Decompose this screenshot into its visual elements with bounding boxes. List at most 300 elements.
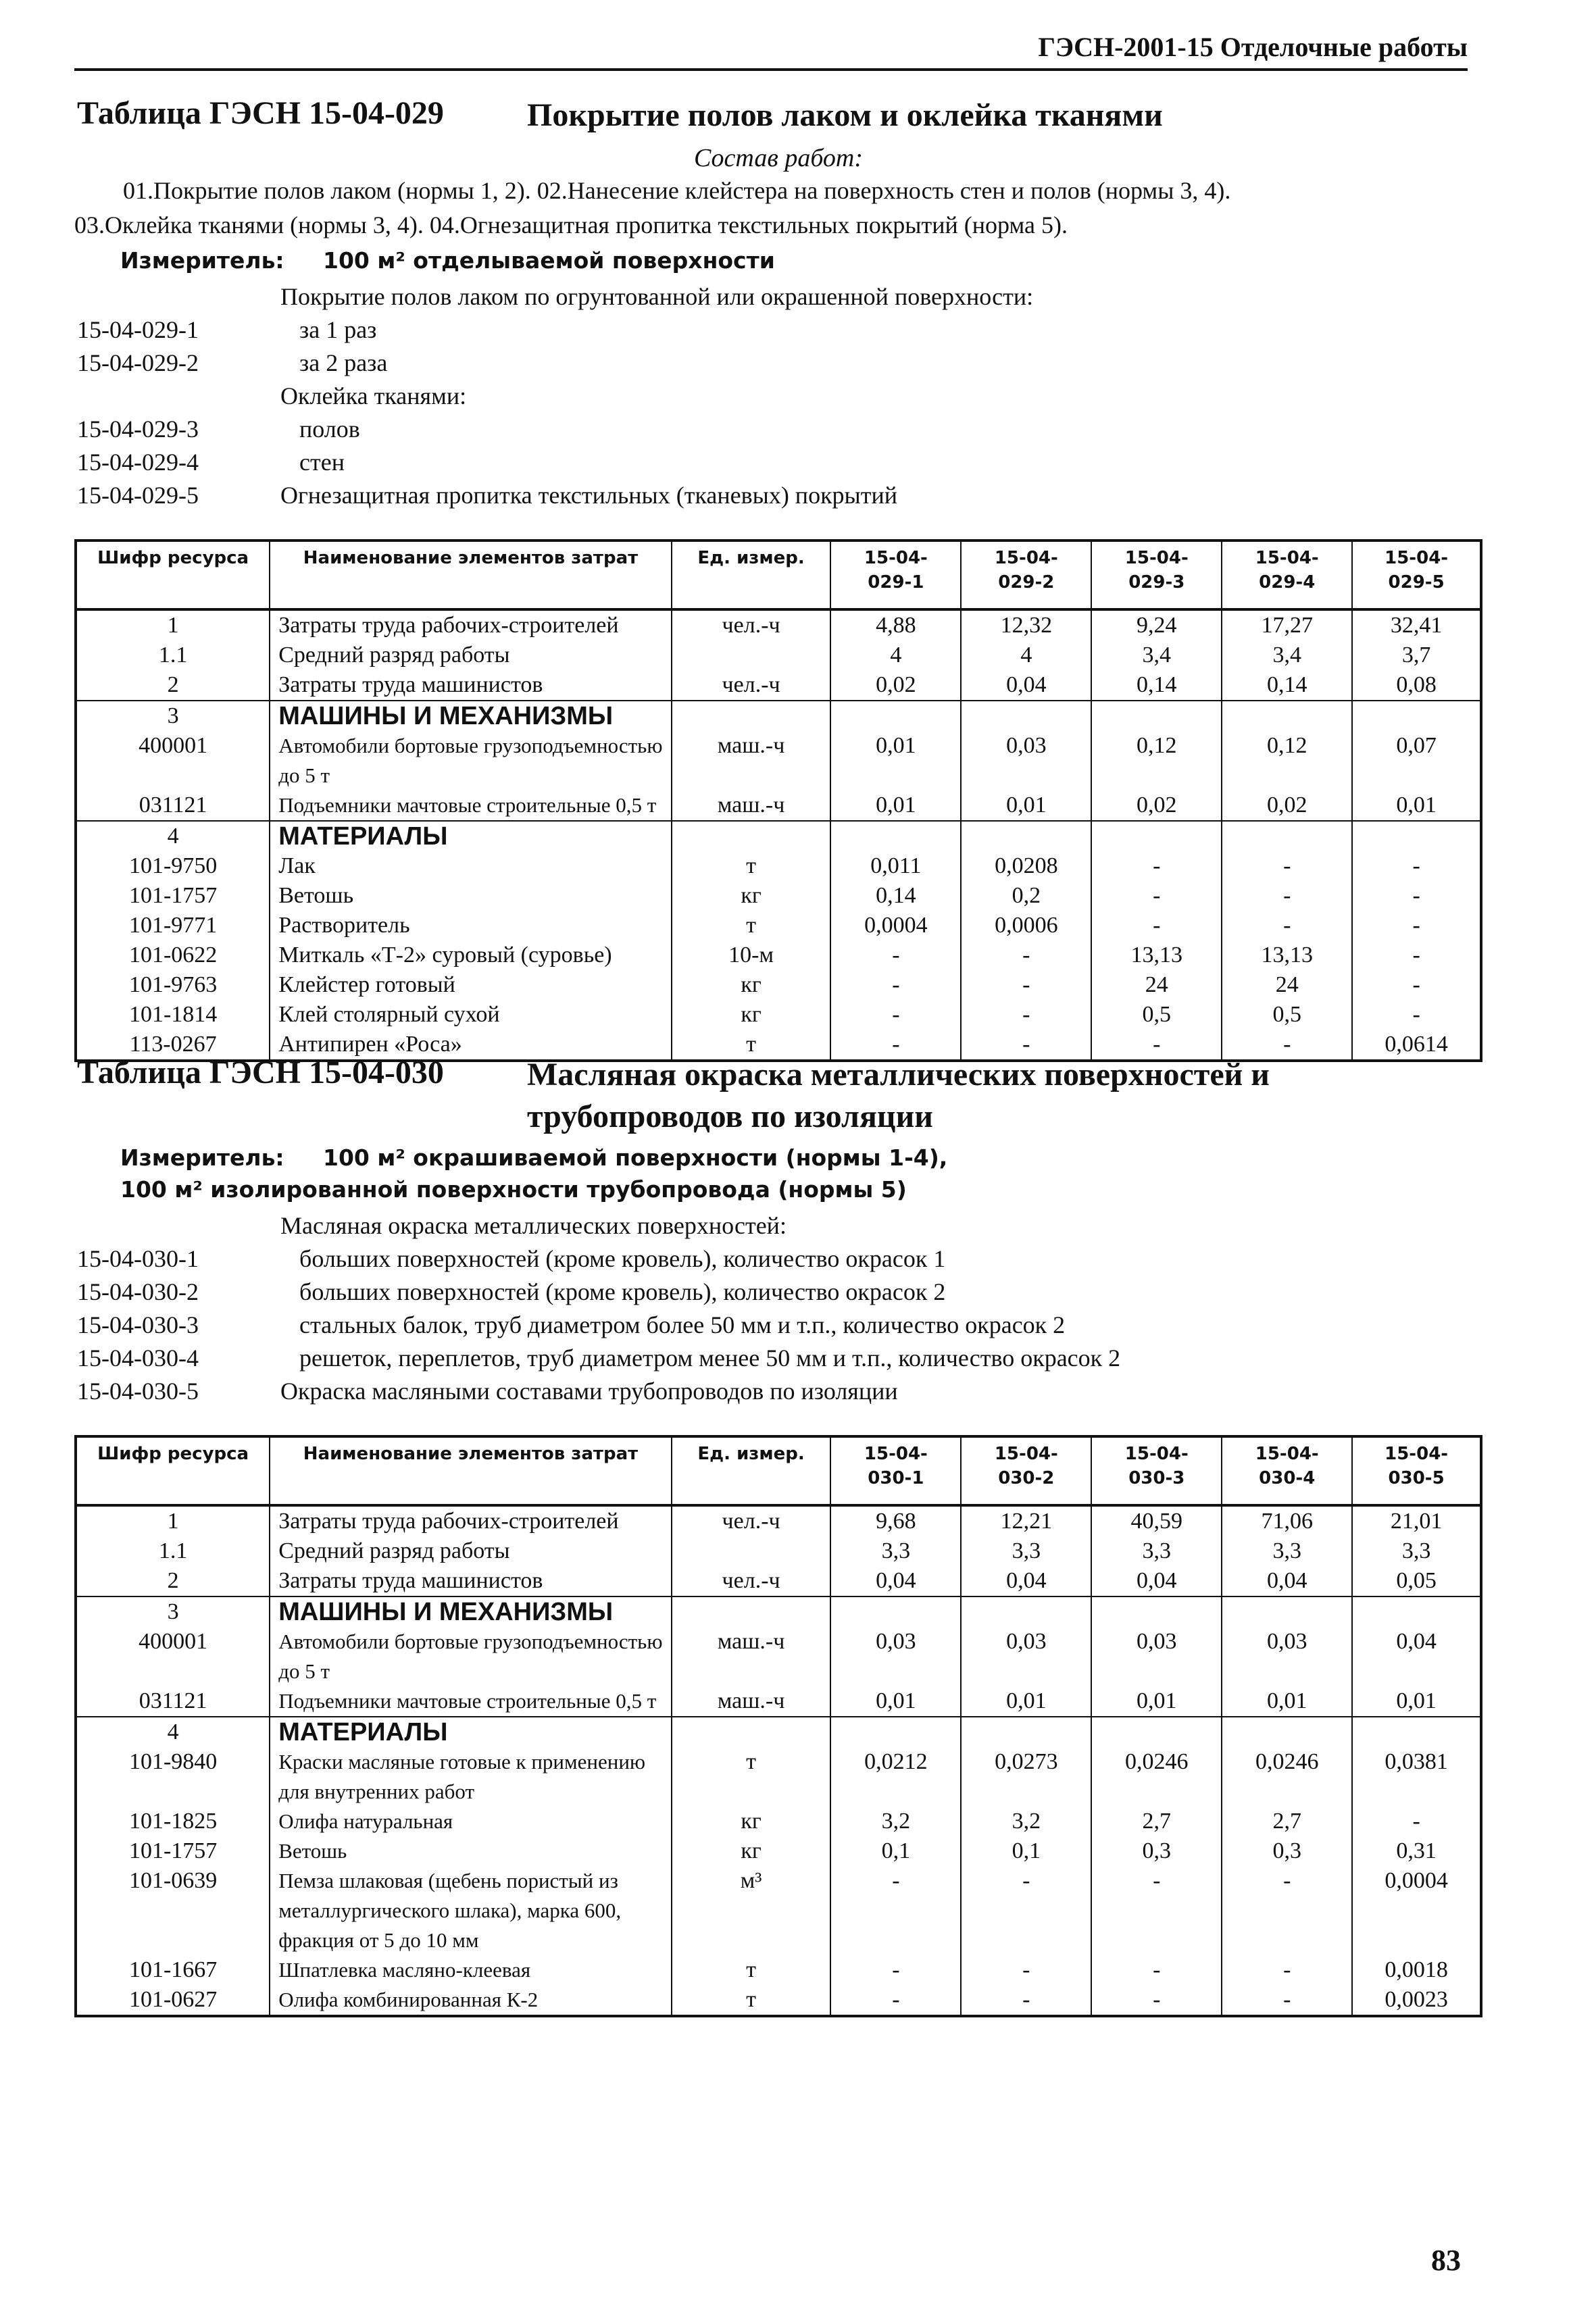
table-row (76, 970, 1481, 1000)
norm-value: 0,5 (1222, 1000, 1352, 1030)
table-row (76, 1627, 1481, 1686)
unit: м³ (672, 1866, 831, 1955)
section-heading: МАШИНЫ И МЕХАНИЗМЫ (270, 1596, 672, 1627)
norm-value: 9,24 (1091, 609, 1222, 640)
norm-value: 3,3 (1091, 1536, 1222, 1566)
resource-code: 4 (76, 821, 270, 851)
unit: т (672, 1985, 831, 2016)
unit (672, 1596, 831, 1627)
unit: т (672, 1955, 831, 1985)
resource-code: 101-0622 (76, 940, 270, 970)
unit: чел.-ч (672, 609, 831, 640)
norm-description: за 1 раз (299, 316, 377, 343)
cost-element-name: Затраты труда машинистов (270, 1566, 672, 1596)
norm-value: 0,04 (961, 1566, 1091, 1596)
column-header (1091, 1436, 1222, 1505)
norm-value: 0,01 (830, 790, 961, 821)
norm-value: - (1352, 1000, 1481, 1030)
norm-row (74, 1375, 1482, 1408)
table-title (74, 95, 1482, 139)
norm-value: 3,2 (961, 1807, 1091, 1836)
cost-table (74, 1435, 1482, 2017)
table-row (76, 1686, 1481, 1717)
column-header-line: 030-2 (998, 1468, 1055, 1488)
norm-value: - (961, 940, 1091, 970)
resource-code: 031121 (76, 1686, 270, 1717)
column-header-line: 15-04- (1124, 1444, 1189, 1464)
column-header (1352, 540, 1481, 609)
norm-value: 0,08 (1352, 670, 1481, 701)
column-header-line: 029-5 (1388, 572, 1445, 593)
norm-code: 15-04-030-4 (77, 1344, 199, 1372)
norm-value: 71,06 (1222, 1505, 1352, 1536)
norm-code: 15-04-029-2 (77, 349, 199, 376)
norm-value (961, 1717, 1091, 1747)
resource-code: 101-1667 (76, 1955, 270, 1985)
norm-description: Огнезащитная пропитка текстильных (тканевых) покрытий (280, 482, 898, 509)
column-header: Шифр ресурса (76, 540, 270, 609)
norm-value: - (1222, 1866, 1352, 1955)
column-header-line: 030-4 (1259, 1468, 1316, 1488)
norm-value: 0,03 (961, 1627, 1091, 1686)
norm-value: 3,3 (961, 1536, 1091, 1566)
table-row (76, 1807, 1481, 1836)
norm-value: 0,0018 (1352, 1955, 1481, 1985)
norm-value: 3,4 (1222, 640, 1352, 670)
column-header (1352, 1436, 1481, 1505)
table-name (527, 95, 1163, 136)
norm-value: 0,03 (961, 731, 1091, 790)
norm-value: 3,3 (1222, 1536, 1352, 1566)
norm-value: 0,0208 (961, 851, 1091, 881)
norm-value (1222, 701, 1352, 731)
resource-code: 101-9763 (76, 970, 270, 1000)
table-row (76, 609, 1481, 640)
column-header: Наименование элементов затрат (270, 1436, 672, 1505)
measurer-label: Измеритель: (120, 1145, 284, 1171)
norm-description: полов (299, 416, 360, 443)
norm-code: 15-04-030-3 (77, 1311, 199, 1338)
cost-element-name: Автомобили бортовые грузоподъемностью до 5 т (270, 731, 672, 790)
norm-value: - (1091, 851, 1222, 881)
norm-value (1222, 1596, 1352, 1627)
norm-value: 0,01 (830, 731, 961, 790)
unit: чел.-ч (672, 670, 831, 701)
norm-value: 13,13 (1222, 940, 1352, 970)
resource-code: 1.1 (76, 640, 270, 670)
cost-element-name: Затраты труда машинистов (270, 670, 672, 701)
norm-value: 0,2 (961, 881, 1091, 911)
norm-code: 15-04-029-4 (77, 449, 199, 476)
norm-value (1091, 821, 1222, 851)
norm-value: 0,02 (1091, 790, 1222, 821)
norm-value: 24 (1222, 970, 1352, 1000)
norm-value: - (1222, 1985, 1352, 2016)
table-row (76, 670, 1481, 701)
norm-value: 17,27 (1222, 609, 1352, 640)
norm-value: 0,04 (1352, 1627, 1481, 1686)
table-name-line: Масляная окраска металлических поверхностей и (527, 1057, 1270, 1092)
norm-code: 15-04-030-1 (77, 1245, 199, 1272)
norm-value: 0,1 (961, 1836, 1091, 1866)
column-header-line: 15-04- (864, 548, 928, 568)
norm-value: 4 (961, 640, 1091, 670)
resource-code: 101-1825 (76, 1807, 270, 1836)
norm-description: стен (299, 449, 345, 476)
table-row (76, 1566, 1481, 1596)
resource-code: 400001 (76, 731, 270, 790)
column-header-line: 030-1 (868, 1468, 924, 1488)
column-header-line: 029-1 (868, 572, 924, 593)
norm-value: 0,01 (830, 1686, 961, 1717)
norm-value: - (830, 970, 961, 1000)
table-row (76, 1955, 1481, 1985)
norm-value: 3,3 (1352, 1536, 1481, 1566)
column-header (830, 540, 961, 609)
table-row (76, 1505, 1481, 1536)
measurer-value: 100 м² окрашиваемой поверхности (нормы 1-4), (323, 1145, 948, 1171)
column-header-line: 029-3 (1128, 572, 1185, 593)
column-header-line: 030-5 (1388, 1468, 1445, 1488)
table-name (527, 1054, 1270, 1138)
norm-value: 12,32 (961, 609, 1091, 640)
resource-code: 4 (76, 1717, 270, 1747)
norm-value (1091, 1717, 1222, 1747)
norm-value: - (1091, 881, 1222, 911)
resource-code: 101-9771 (76, 911, 270, 940)
unit: кг (672, 1807, 831, 1836)
resource-code: 3 (76, 701, 270, 731)
column-header (1222, 540, 1352, 609)
norm-value: 0,0246 (1091, 1747, 1222, 1807)
norm-value: - (1352, 940, 1481, 970)
norm-value: 0,14 (830, 881, 961, 911)
norm-description: за 2 раза (299, 349, 388, 376)
table-row (76, 790, 1481, 821)
norm-value: 3,3 (830, 1536, 961, 1566)
table-row (76, 1596, 1481, 1627)
column-header (961, 540, 1091, 609)
norm-value: 4,88 (830, 609, 961, 640)
norm-value (961, 821, 1091, 851)
cost-element-name: Олифа натуральная (270, 1807, 672, 1836)
unit: кг (672, 1000, 831, 1030)
column-header: Шифр ресурса (76, 1436, 270, 1505)
norm-value (1352, 1596, 1481, 1627)
cost-element-name: Краски масляные готовые к применению для внутренних работ (270, 1747, 672, 1807)
norm-value (1222, 1717, 1352, 1747)
norm-value: 0,02 (830, 670, 961, 701)
norm-value: 40,59 (1091, 1505, 1222, 1536)
cost-element-name: Затраты труда рабочих-строителей (270, 1505, 672, 1536)
norm-value: - (961, 1030, 1091, 1061)
norm-value: 0,0004 (830, 911, 961, 940)
norm-value: 0,0246 (1222, 1747, 1352, 1807)
resource-code: 2 (76, 1566, 270, 1596)
norm-value: 0,0004 (1352, 1866, 1481, 1955)
norm-description: стальных балок, труб диаметром более 50 мм и т.п., количество окрасок 2 (299, 1311, 1066, 1338)
section-heading: МАТЕРИАЛЫ (270, 1717, 672, 1747)
table-row (76, 851, 1481, 881)
resource-code: 400001 (76, 1627, 270, 1686)
norm-value: 0,01 (961, 1686, 1091, 1717)
table-row (76, 1747, 1481, 1807)
unit: чел.-ч (672, 1505, 831, 1536)
column-header (1091, 540, 1222, 609)
cost-element-name: Клейстер готовый (270, 970, 672, 1000)
table-header-row (76, 540, 1481, 609)
works-line: 03.Оклейка тканями (нормы 3, 4). 04.Огнезащитная пропитка текстильных покрытий (норма 5). (74, 211, 1068, 238)
table-row (76, 1866, 1481, 1955)
unit: т (672, 1747, 831, 1807)
norm-value: 0,0023 (1352, 1985, 1481, 2016)
page-header: ГЭСН-2001-15 Отделочные работы (74, 31, 1468, 71)
table-row (76, 701, 1481, 731)
norm-value (1352, 701, 1481, 731)
norm-row (74, 413, 1482, 446)
cost-element-name: Средний разряд работы (270, 640, 672, 670)
norm-value: 32,41 (1352, 609, 1481, 640)
norm-value: - (1222, 911, 1352, 940)
cost-element-name: Растворитель (270, 911, 672, 940)
unit: кг (672, 1836, 831, 1866)
norm-value: - (1352, 970, 1481, 1000)
table-row (76, 1536, 1481, 1566)
column-header: Ед. измер. (672, 1436, 831, 1505)
unit: т (672, 911, 831, 940)
column-header-line: 030-3 (1128, 1468, 1185, 1488)
norm-value: 0,03 (1091, 1627, 1222, 1686)
resource-code: 101-0627 (76, 1985, 270, 2016)
column-header: Наименование элементов затрат (270, 540, 672, 609)
resource-code: 1 (76, 609, 270, 640)
cost-element-name: Средний разряд работы (270, 1536, 672, 1566)
norm-value: 0,31 (1352, 1836, 1481, 1866)
table-row (76, 1717, 1481, 1747)
table-code: Таблица ГЭСН 15-04-030 (77, 1055, 444, 1090)
norm-description: Окраска масляными составами трубопроводов по изоляции (280, 1378, 898, 1405)
cost-element-name: Подъемники мачтовые строительные 0,5 т (270, 790, 672, 821)
norm-value: 0,01 (1352, 790, 1481, 821)
norm-value: - (830, 1030, 961, 1061)
norm-value: - (1091, 1985, 1222, 2016)
norm-value: - (1352, 911, 1481, 940)
measurer (120, 247, 1482, 274)
norm-row (74, 1276, 1482, 1309)
resource-code: 1 (76, 1505, 270, 1536)
resource-code: 113-0267 (76, 1030, 270, 1061)
norm-value: 0,0273 (961, 1747, 1091, 1807)
norm-caption: Покрытие полов лаком по огрунтованной или окрашенной поверхности: (280, 283, 1034, 310)
unit (672, 640, 831, 670)
norm-value: - (961, 1985, 1091, 2016)
norm-value: 0,3 (1222, 1836, 1352, 1866)
norm-code: 15-04-029-5 (77, 482, 199, 509)
table-row (76, 640, 1481, 670)
resource-code: 1.1 (76, 1536, 270, 1566)
norm-value: - (830, 1955, 961, 1985)
cost-element-name: Миткаль «Т-2» суровый (суровье) (270, 940, 672, 970)
resource-code: 101-1757 (76, 1836, 270, 1866)
norm-value: 3,7 (1352, 640, 1481, 670)
norm-value: - (961, 1955, 1091, 1985)
column-header: Ед. измер. (672, 540, 831, 609)
table-row (76, 821, 1481, 851)
table-row (76, 881, 1481, 911)
works-heading: Состав работ: (693, 144, 864, 172)
norm-value: 0,12 (1091, 731, 1222, 790)
norm-value (830, 1717, 961, 1747)
cost-element-name: Клей столярный сухой (270, 1000, 672, 1030)
norm-value: 0,12 (1222, 731, 1352, 790)
norm-value: 0,04 (830, 1566, 961, 1596)
norm-value (1222, 821, 1352, 851)
norm-value: 2,7 (1091, 1807, 1222, 1836)
table-code: Таблица ГЭСН 15-04-029 (77, 95, 444, 131)
norm-value (830, 701, 961, 731)
norm-value: 0,01 (1222, 1686, 1352, 1717)
norm-value: 13,13 (1091, 940, 1222, 970)
unit: маш.-ч (672, 1686, 831, 1717)
norm-caption: Масляная окраска металлических поверхностей: (280, 1212, 787, 1239)
column-header-line: 15-04- (994, 548, 1058, 568)
unit (672, 1536, 831, 1566)
norm-value: - (1222, 1955, 1352, 1985)
norm-value: 0,03 (830, 1627, 961, 1686)
unit: кг (672, 970, 831, 1000)
column-header-line: 15-04- (1255, 548, 1319, 568)
norm-description: больших поверхностей (кроме кровель), количество окрасок 2 (299, 1278, 946, 1305)
cost-element-name: Затраты труда рабочих-строителей (270, 609, 672, 640)
norm-value: - (1222, 881, 1352, 911)
norm-value: - (830, 1000, 961, 1030)
column-header (961, 1436, 1091, 1505)
norm-value: 0,0381 (1352, 1747, 1481, 1807)
measurer-value: 100 м² изолированной поверхности трубопровода (нормы 5) (120, 1176, 907, 1203)
norm-value: - (1352, 1807, 1481, 1836)
norm-value (1352, 821, 1481, 851)
norm-value: 0,07 (1352, 731, 1481, 790)
table-row (76, 731, 1481, 790)
section-heading: МАТЕРИАЛЫ (270, 821, 672, 851)
unit: маш.-ч (672, 1627, 831, 1686)
unit: т (672, 851, 831, 881)
cost-element-name: Подъемники мачтовые строительные 0,5 т (270, 1686, 672, 1717)
norm-value: 9,68 (830, 1505, 961, 1536)
column-header-line: 15-04- (1255, 1444, 1319, 1464)
norm-value: - (1091, 911, 1222, 940)
norm-code: 15-04-029-1 (77, 316, 199, 343)
table-title (74, 1054, 1482, 1139)
norm-value: 0,04 (1222, 1566, 1352, 1596)
column-header (1222, 1436, 1352, 1505)
norm-row (74, 1342, 1482, 1375)
norm-value: - (830, 1985, 961, 2016)
measurer (120, 1145, 1482, 1171)
resource-code: 101-0639 (76, 1866, 270, 1955)
norm-value: 4 (830, 640, 961, 670)
norm-value: 0,14 (1091, 670, 1222, 701)
norm-value: 0,04 (1091, 1566, 1222, 1596)
unit: т (672, 1030, 831, 1061)
norm-value (830, 821, 961, 851)
norm-value: 0,011 (830, 851, 961, 881)
norm-value: 0,01 (961, 790, 1091, 821)
norm-value: 0,5 (1091, 1000, 1222, 1030)
column-header-line: 15-04- (1124, 548, 1189, 568)
table-row (76, 911, 1481, 940)
norm-value (1352, 1717, 1481, 1747)
norm-value: - (830, 940, 961, 970)
norm-value: 0,0006 (961, 911, 1091, 940)
column-header-line: 15-04- (994, 1444, 1058, 1464)
unit: чел.-ч (672, 1566, 831, 1596)
norm-description: больших поверхностей (кроме кровель), количество окрасок 1 (299, 1245, 946, 1272)
column-header-line: 15-04- (1385, 548, 1449, 568)
norm-row (74, 446, 1482, 479)
table-name-line: Покрытие полов лаком и оклейка тканями (527, 97, 1163, 133)
norm-value: 0,0212 (830, 1747, 961, 1807)
cost-element-name: Олифа комбинированная К-2 (270, 1985, 672, 2016)
norm-value: - (961, 970, 1091, 1000)
column-header-line: 15-04- (864, 1444, 928, 1464)
cost-element-name: Ветошь (270, 881, 672, 911)
norm-code: 15-04-029-3 (77, 416, 199, 443)
norm-value: 0,01 (1352, 1686, 1481, 1717)
norm-value: - (1352, 881, 1481, 911)
table-name-line: трубопроводов по изоляции (527, 1099, 933, 1134)
norm-row (74, 1242, 1482, 1276)
unit: 10-м (672, 940, 831, 970)
resource-code: 031121 (76, 790, 270, 821)
column-header-line: 029-2 (998, 572, 1055, 593)
table-row (76, 1836, 1481, 1866)
unit (672, 701, 831, 731)
norm-value: 0,01 (1091, 1686, 1222, 1717)
page-number: 83 (1431, 2244, 1461, 2277)
table-section-15-04-030 (74, 1054, 1482, 2017)
norm-value: 3,4 (1091, 640, 1222, 670)
norm-value: 0,1 (830, 1836, 961, 1866)
measurer-label: Измеритель: (120, 247, 284, 274)
norms-list (74, 280, 1482, 512)
norm-value: 12,21 (961, 1505, 1091, 1536)
norm-value: - (1222, 851, 1352, 881)
norm-value (961, 1596, 1091, 1627)
norm-value: - (1222, 1030, 1352, 1061)
norm-row (74, 313, 1482, 347)
norm-value: 24 (1091, 970, 1222, 1000)
table-row (76, 1985, 1481, 2016)
norm-row (74, 1309, 1482, 1342)
resource-code: 2 (76, 670, 270, 701)
unit: кг (672, 881, 831, 911)
unit: маш.-ч (672, 790, 831, 821)
norm-value: 0,14 (1222, 670, 1352, 701)
norm-value (961, 701, 1091, 731)
cost-element-name: Ветошь (270, 1836, 672, 1866)
norm-value: 21,01 (1352, 1505, 1481, 1536)
cost-element-name: Лак (270, 851, 672, 881)
norm-row (74, 347, 1482, 380)
measurer-value: 100 м² отделываемой поверхности (323, 247, 775, 274)
unit (672, 821, 831, 851)
resource-code: 101-1814 (76, 1000, 270, 1030)
table-row (76, 940, 1481, 970)
table-header-row (76, 1436, 1481, 1505)
norm-value: - (1352, 851, 1481, 881)
norm-value (830, 1596, 961, 1627)
